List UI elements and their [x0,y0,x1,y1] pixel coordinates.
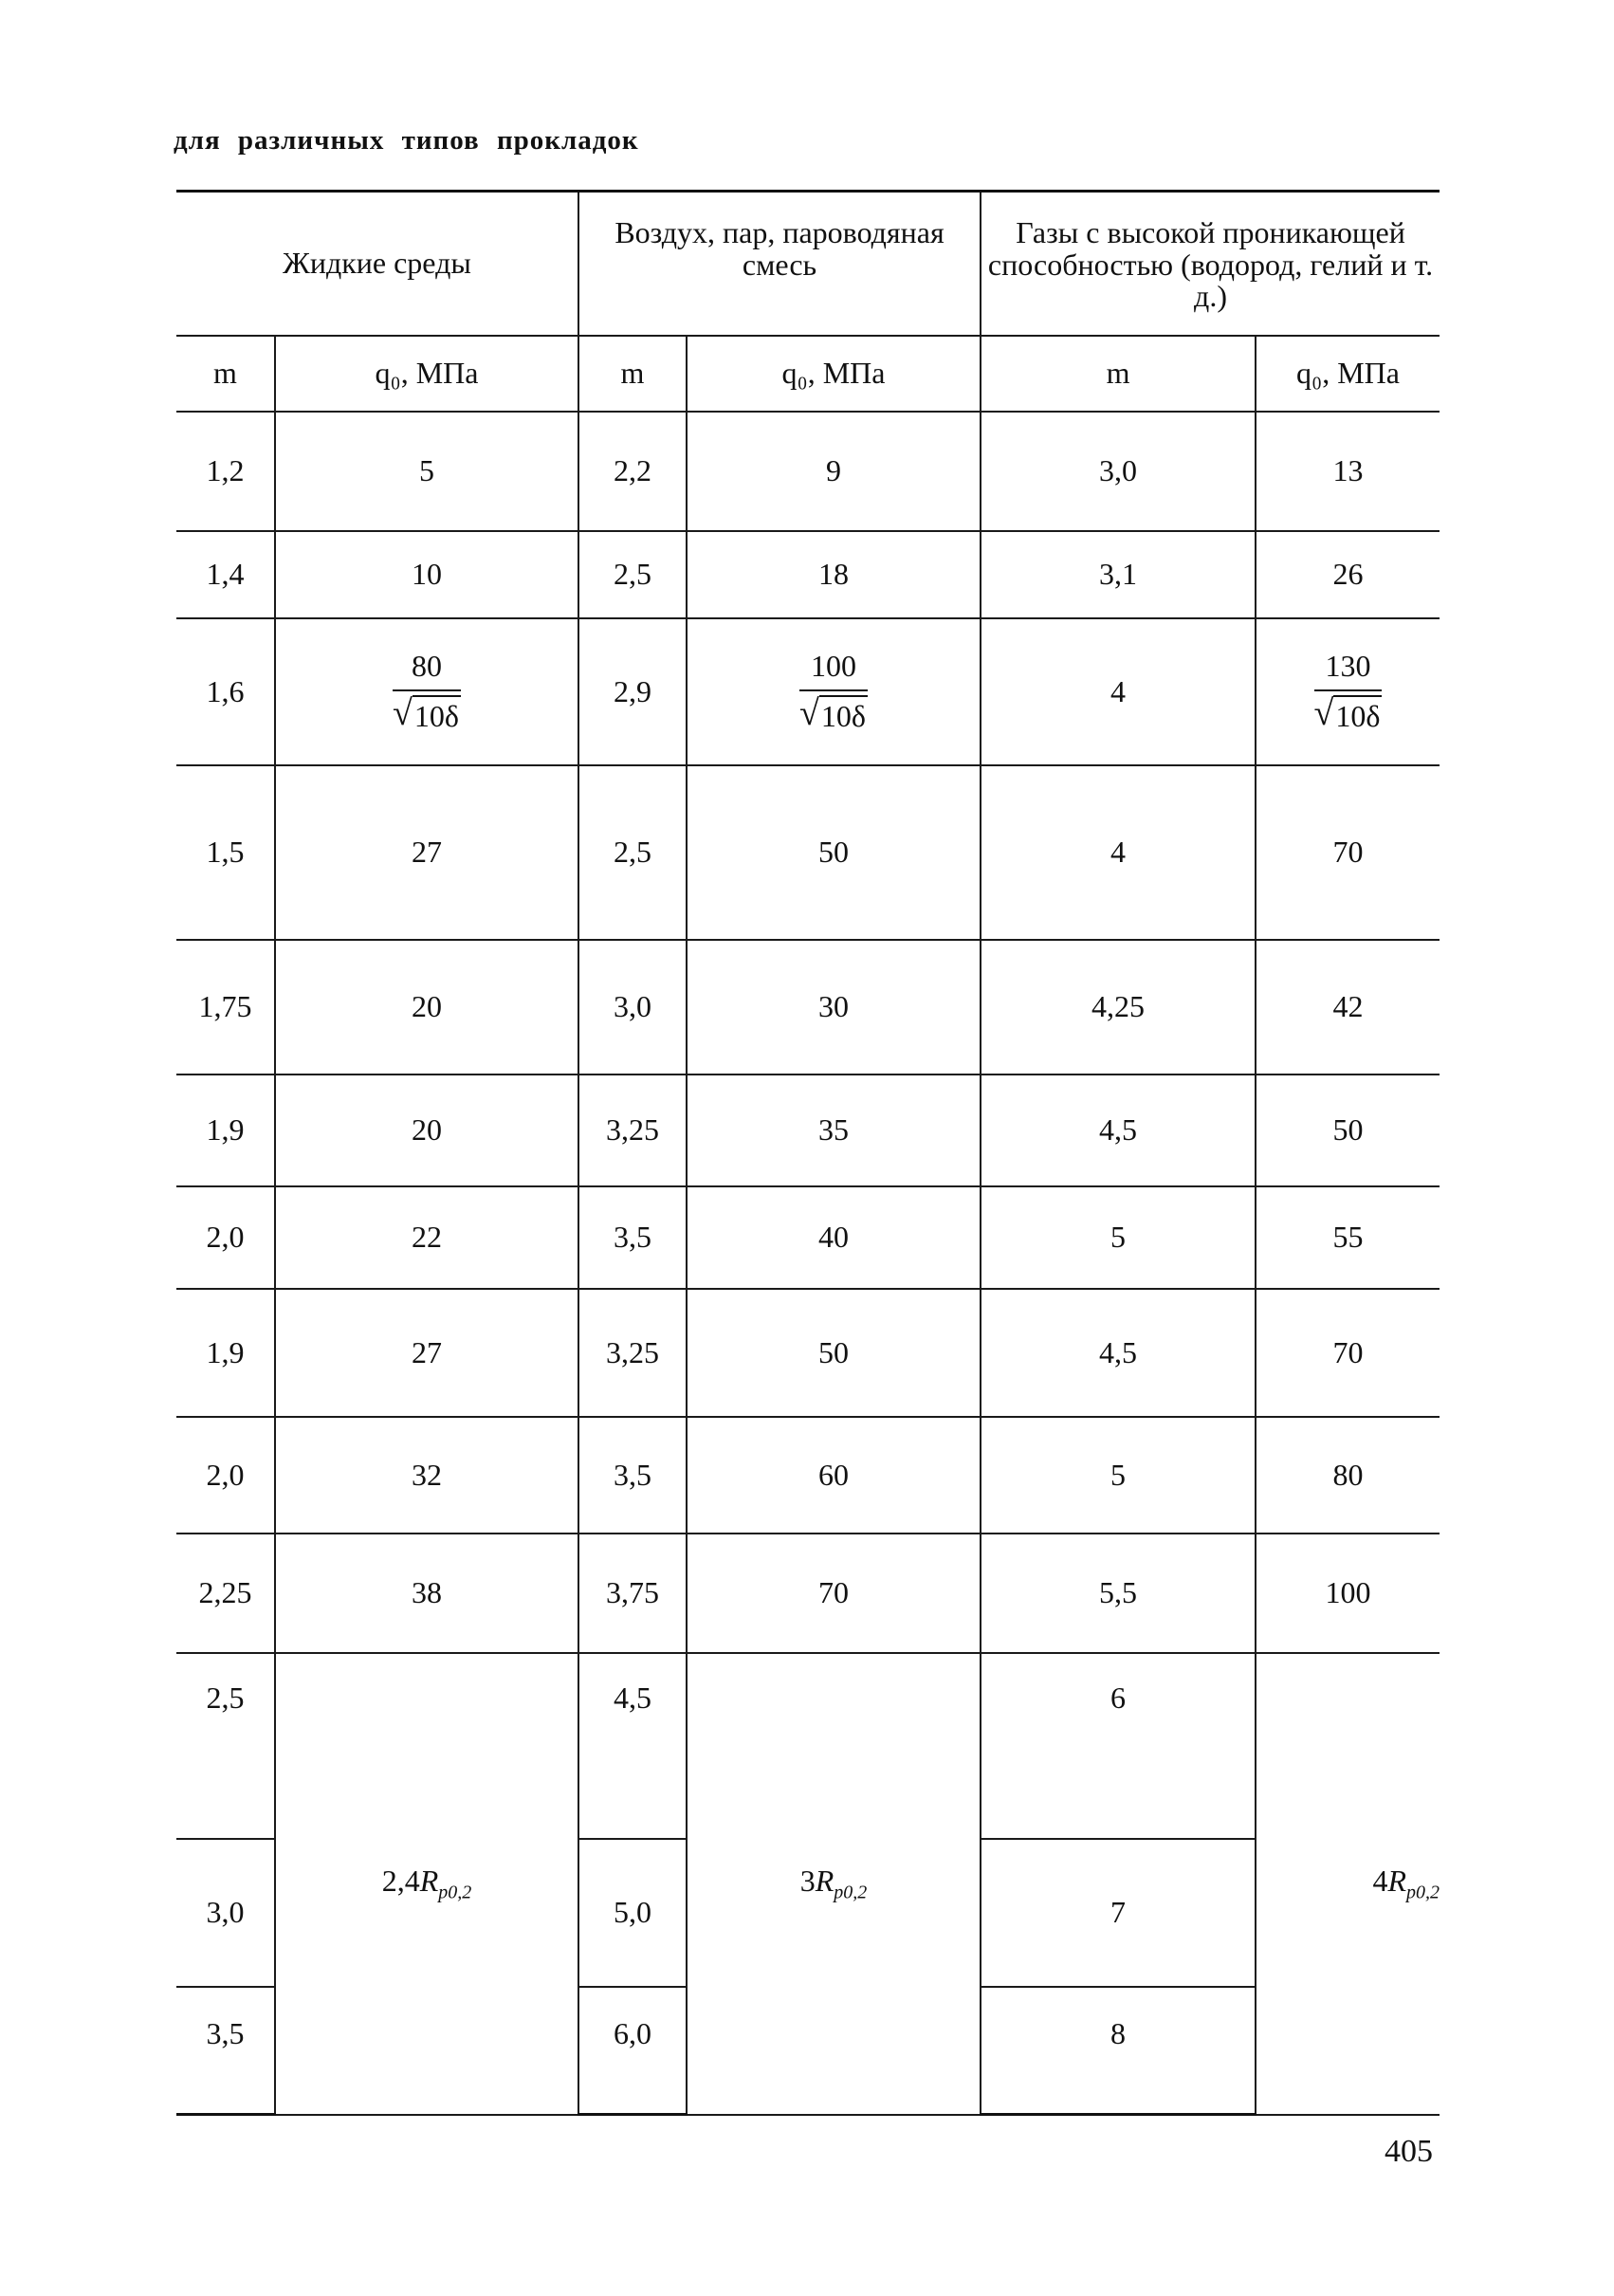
cell-q1: 10 [275,531,578,618]
cell-m1: 3,0 [176,1839,275,1987]
table-row [176,618,1440,765]
cell-m3: 7 [981,1839,1256,1987]
cell-q1: 20 [275,1075,578,1186]
cell-q2: 70 [687,1534,981,1653]
cell-m2: 3,5 [578,1186,687,1289]
cell-q1: 27 [275,765,578,940]
table-row [176,1534,1440,1653]
cell-q3: 42 [1256,940,1440,1075]
cell-m3: 4 [981,765,1256,940]
cell-m3: 4,25 [981,940,1256,1075]
cell-q3: 100 [1256,1534,1440,1653]
cell-q3: 26 [1256,531,1440,618]
table-row [176,531,1440,618]
cell-m2: 2,5 [578,531,687,618]
subheader-q: q₀, МПа [275,336,578,412]
cell-m3: 3,1 [981,531,1256,618]
cell-m2: 2,5 [578,765,687,940]
cell-q2-fraction: 100 √ 10δ [687,618,981,765]
cell-m1: 1,9 [176,1075,275,1186]
cell-q3: 50 [1256,1075,1440,1186]
cell-q1: 27 [275,1289,578,1417]
cell-m1: 1,5 [176,765,275,940]
cell-q1: 20 [275,940,578,1075]
cell-q2: 40 [687,1186,981,1289]
cell-m2: 3,5 [578,1417,687,1534]
cell-q3-rp: $4R_{p0,2}$ [1256,1653,1440,2115]
cell-m1: 1,4 [176,531,275,618]
cell-q2: 9 [687,412,981,531]
cell-m3: 3,0 [981,412,1256,531]
subheader-q: q₀, МПа [1256,336,1440,412]
cell-m3: 4,5 [981,1289,1256,1417]
table-row [176,1289,1440,1417]
cell-m2: 2,9 [578,618,687,765]
header-air: Воздух, пар, пароводяная смесь [578,192,981,336]
cell-q3-fraction: 130 √ 10δ [1256,618,1440,765]
cell-m3: 5 [981,1186,1256,1289]
cell-q3: 13 [1256,412,1440,531]
cell-m1: 2,25 [176,1534,275,1653]
cell-q2: 18 [687,531,981,618]
cell-q2-rp: $3R_{p0,2}$ [687,1653,981,2115]
subheader-q: q₀, МПа [687,336,981,412]
cell-q2: 35 [687,1075,981,1186]
table-row [176,940,1440,1075]
cell-m1: 1,6 [176,618,275,765]
header-gas: Газы с высокой проникающей способностью (водород, гелий и т. д.) [981,192,1440,336]
cell-q2: 50 [687,765,981,940]
cell-m1: 1,2 [176,412,275,531]
cell-m2: 6,0 [578,1987,687,2115]
cell-q3: 70 [1256,1289,1440,1417]
cell-q1: 22 [275,1186,578,1289]
subheader-m: m [981,336,1256,412]
cell-m2: 3,25 [578,1289,687,1417]
gasket-table [176,190,1440,2116]
table-row [176,765,1440,940]
cell-q3: 70 [1256,765,1440,940]
cell-m1: 1,9 [176,1289,275,1417]
page-number: 405 [1385,2134,1433,2169]
cell-m1: 3,5 [176,1987,275,2115]
cell-m2: 3,25 [578,1075,687,1186]
cell-m3: 5,5 [981,1534,1256,1653]
cell-m2: 4,5 [578,1653,687,1839]
cell-q1-fraction: 80 √ 10δ [275,618,578,765]
cell-m3: 8 [981,1987,1256,2115]
cell-m3: 4,5 [981,1075,1256,1186]
table-caption: для различных типов прокладок [174,125,639,156]
cell-q1: 38 [275,1534,578,1653]
header-liquid: Жидкие среды [176,192,578,336]
table-row [176,1186,1440,1289]
table-row [176,1417,1440,1534]
cell-m2: 3,0 [578,940,687,1075]
cell-q1: 5 [275,412,578,531]
cell-m1: 2,0 [176,1186,275,1289]
subheader-m: m [578,336,687,412]
table-row [176,1653,1440,1839]
cell-m3: 6 [981,1653,1256,1839]
cell-m3: 5 [981,1417,1256,1534]
subheader-m: m [176,336,275,412]
cell-m1: 1,75 [176,940,275,1075]
cell-q2: 50 [687,1289,981,1417]
cell-m2: 3,75 [578,1534,687,1653]
cell-q1: 32 [275,1417,578,1534]
cell-q1-rp: $2,4R_{p0,2}$ [275,1653,578,2115]
cell-q3: 80 [1256,1417,1440,1534]
cell-q2: 60 [687,1417,981,1534]
cell-m2: 5,0 [578,1839,687,1987]
table-row [176,412,1440,531]
cell-m1: 2,5 [176,1653,275,1839]
cell-m3: 4 [981,618,1256,765]
cell-m1: 2,0 [176,1417,275,1534]
cell-q3: 55 [1256,1186,1440,1289]
cell-q2: 30 [687,940,981,1075]
table-row [176,1075,1440,1186]
cell-m2: 2,2 [578,412,687,531]
